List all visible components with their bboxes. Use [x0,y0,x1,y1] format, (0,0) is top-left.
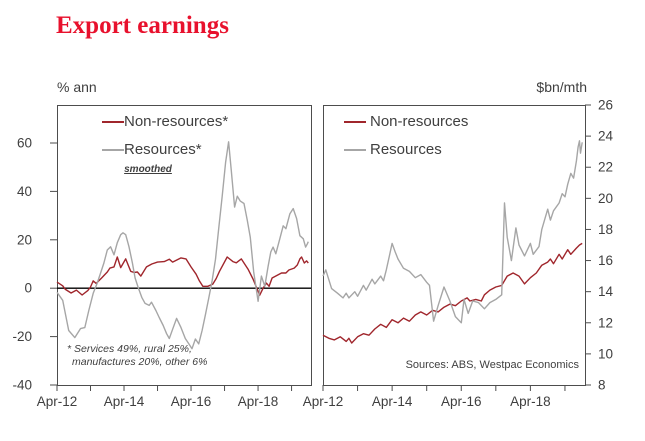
right-legend-non-resources-swatch [344,121,366,123]
y-tick-label: 0 [24,280,32,296]
right-legend-resources-label: Resources [370,141,442,158]
y-tick-label: 8 [598,377,606,393]
x-tick-label: Apr-16 [170,394,212,409]
plot-frame [324,106,586,386]
sources-note: Sources: ABS, Westpac Economics [405,359,579,371]
y-tick-label: 18 [598,221,614,237]
right-legend-resources-swatch [344,149,366,151]
y-tick-label: 16 [598,253,614,269]
left-legend-non-resources-label: Non-resources* [124,113,229,130]
x-tick-label: Apr-18 [237,394,279,409]
left-legend-resources-swatch [102,149,124,151]
y-tick-label: -20 [12,329,32,345]
y-tick-label: 14 [598,284,614,300]
y-tick-label: 22 [598,159,614,175]
y-tick-label: 20 [16,232,32,248]
y-tick-label: 60 [16,135,32,151]
right-axis-unit-label: $bn/mth [536,79,587,95]
left-legend-resources-label: Resources* [124,141,202,158]
y-tick-label: -40 [12,377,32,393]
resources-line [323,141,582,323]
footnote-line-2: manufactures 20%, other 6% [72,355,208,368]
non-resources-line [323,243,582,343]
footnote [67,343,207,368]
y-tick-label: 24 [598,128,614,144]
y-tick-label: 12 [598,315,614,331]
x-tick-label: Apr-18 [510,394,551,409]
x-tick-label: Apr-12 [302,394,344,409]
left-axis-unit-label: % ann [57,79,97,95]
y-tick-label: 20 [598,190,614,206]
y-tick-label: 10 [598,346,614,362]
x-tick-label: Apr-14 [103,394,145,409]
x-tick-label: Apr-14 [371,394,413,409]
left-legend-non-resources-swatch [102,121,124,123]
x-tick-label: Apr-12 [36,394,78,409]
x-tick-label: Apr-16 [440,394,482,409]
right-legend-non-resources-label: Non-resources [370,113,469,130]
figure-title: Export earnings [56,12,229,39]
y-tick-label: 40 [16,183,32,199]
footnote-line-1: * Services 49%, rural 25%, [67,343,192,355]
y-tick-label: 26 [598,97,614,113]
smoothed-note: smoothed [124,164,172,175]
